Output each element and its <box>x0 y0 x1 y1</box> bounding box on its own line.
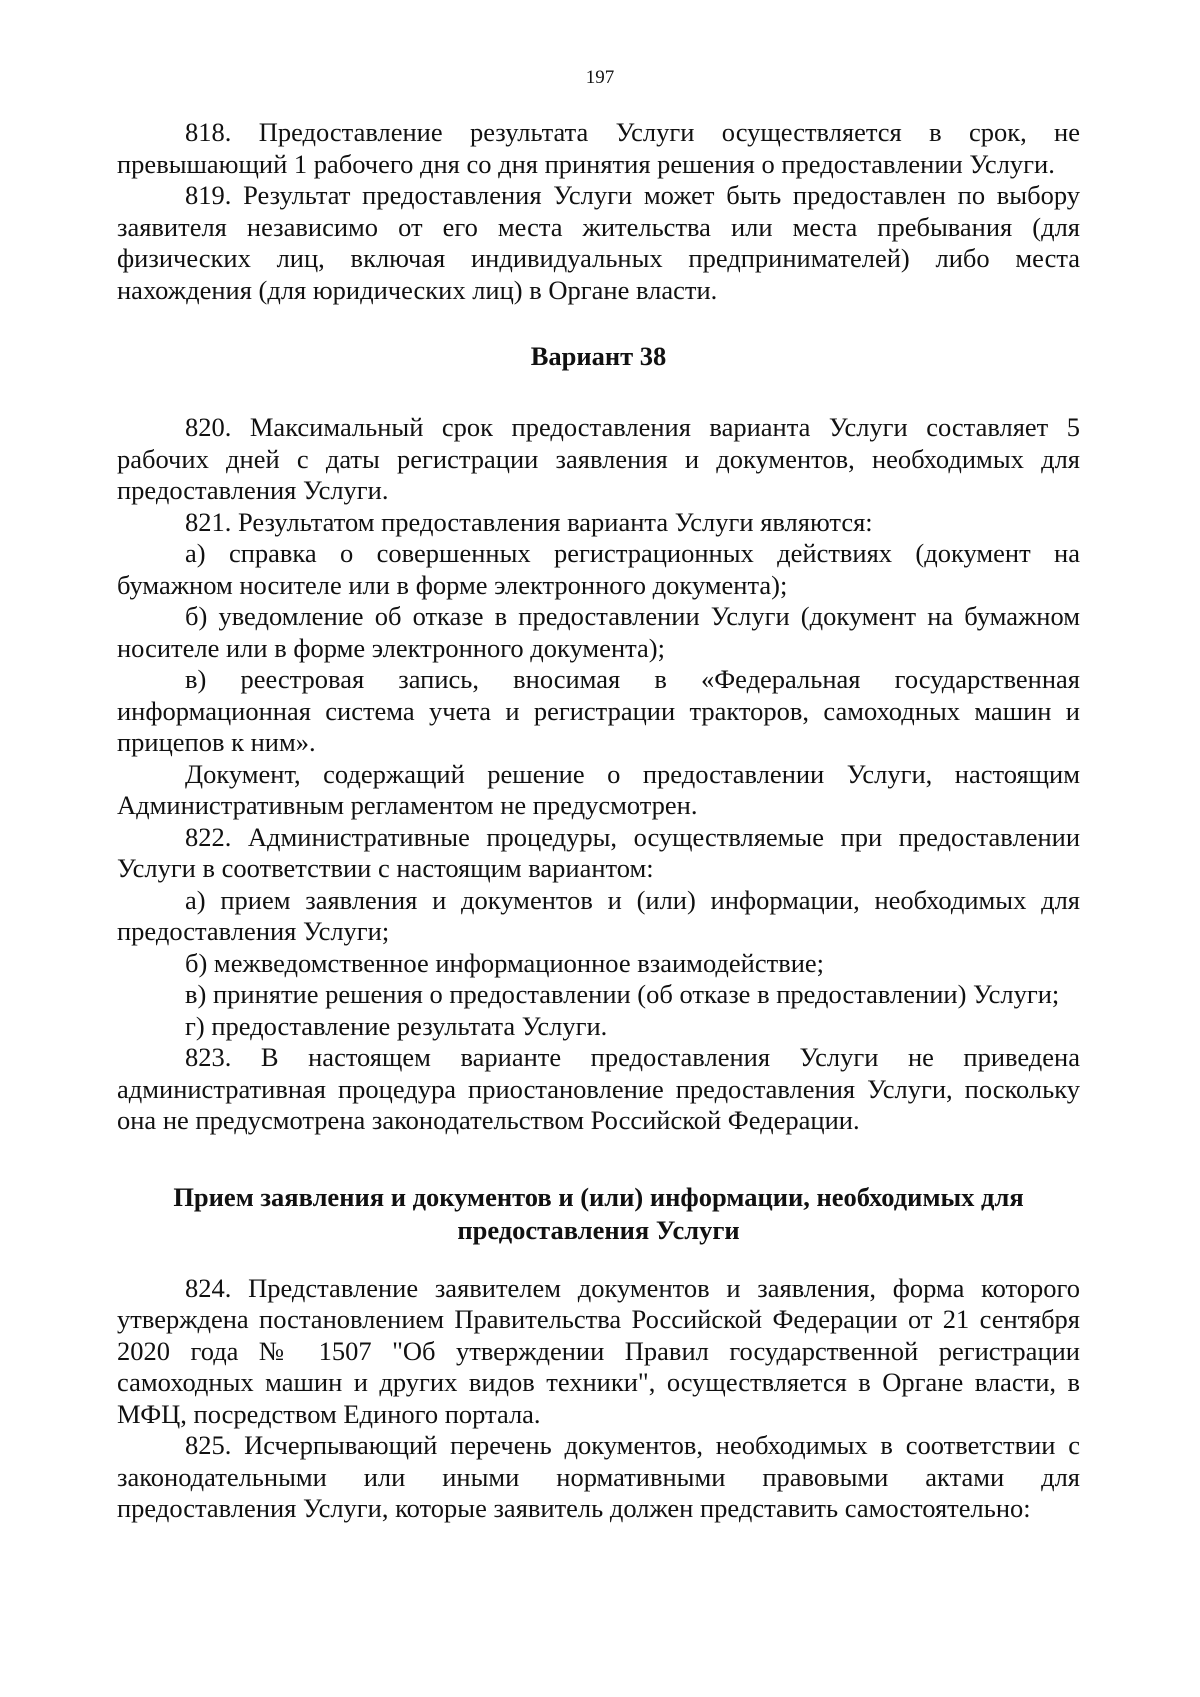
document-body <box>117 117 1080 1525</box>
list-item-821-a: а) справка о совершенных регистрационных действиях (документ на бумажном носителе или в форме электронного документа); <box>117 538 1080 600</box>
page-number: 197 <box>585 67 615 88</box>
paragraph-825: 825. Исчерпывающий перечень документов, необходимых в соответствии с законодательными или иными нормативными правовыми актами для предоставления Услуги, которые заявитель должен представить самостоятельно: <box>117 1430 1080 1523</box>
paragraph-824: 824. Представление заявителем документов и заявления, форма которого утверждена постановлением Правительства Российской Федерации от 21 сентября 2020 года № 1507 "Об утверждении Правил государственной регистрации самоходных машин и других видов техники", осуществляется в Органе власти, в МФЦ, посредством Единого портала. <box>117 1272 1080 1429</box>
variant-heading: Вариант 38 <box>530 341 667 371</box>
paragraph-819: 819. Результат предоставления Услуги может быть предоставлен по выбору заявителя независимо от его места жительства или места пребывания (для физических лиц, включая индивидуальных предпринимателей) либо места нахождения (для юридических лиц) в Органе власти. <box>117 180 1080 305</box>
list-item-822-v: в) принятие решения о предоставлении (об отказе в предоставлении) Услуги; <box>185 979 1060 1009</box>
list-item-821-b: б) уведомление об отказе в предоставлении Услуги (документ на бумажном носителе или в форме электронного документа); <box>117 601 1080 663</box>
list-item-822-a: а) прием заявления и документов и (или) информации, необходимых для предоставления Услуги; <box>117 884 1080 946</box>
paragraph-818: 818. Предоставление результата Услуги осуществляется в срок, не превышающий 1 рабочего дня со дня принятия решения о предоставлении Услуги. <box>117 117 1080 179</box>
paragraph-decision-document: Документ, содержащий решение о предоставлении Услуги, настоящим Административным регламентом не предусмотрен. <box>117 758 1080 820</box>
paragraph-822: 822. Административные процедуры, осуществляемые при предоставлении Услуги в соответствии с настоящим вариантом: <box>117 821 1080 883</box>
section-heading: Прием заявления и документов и (или) информации, необходимых для предоставления Услуги <box>173 1181 1024 1245</box>
paragraph-820: 820. Максимальный срок предоставления варианта Услуги составляет 5 рабочих дней с даты регистрации заявления и документов, необходимых для предоставления Услуги. <box>117 412 1080 505</box>
list-item-821-v: в) реестровая запись, вносимая в «Федеральная государственная информационная система учета и регистрации тракторов, самоходных машин и прицепов к ним». <box>117 664 1080 757</box>
list-item-822-b: б) межведомственное информационное взаимодействие; <box>185 947 825 978</box>
paragraph-821: 821. Результатом предоставления варианта Услуги являются: <box>185 506 873 537</box>
paragraph-823: 823. В настоящем варианте предоставления Услуги не приведена административная процедура приостановление предоставления Услуги, поскольку она не предусмотрена законодательством Российской Федерации. <box>117 1042 1080 1135</box>
list-item-822-g: г) предоставление результата Услуги. <box>185 1010 608 1041</box>
